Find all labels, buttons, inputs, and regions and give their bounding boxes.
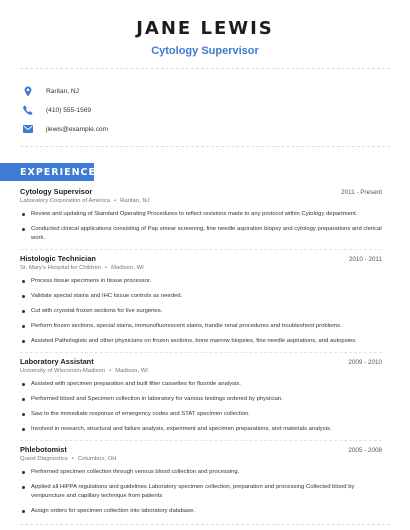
job-bullet: Conducted clinical applications consisting of Pap smear screening, fine needle aspiration biopsy and cytology preparations and clerical work. bbox=[20, 225, 382, 243]
job-header bbox=[20, 357, 382, 366]
contact-email-text: jlewis@example.com bbox=[46, 125, 109, 133]
job-entry bbox=[20, 445, 382, 516]
job-company: University of Wisconsin-Madison bbox=[20, 368, 106, 374]
job-divider bbox=[20, 440, 382, 441]
job-bullet: Performed blood and Specimen collection in laboratory for various testings ordered by physician. bbox=[20, 395, 382, 404]
job-title: Histologic Technician bbox=[20, 254, 96, 263]
job-company: Quest Diagnostics bbox=[20, 456, 68, 462]
experience-list bbox=[20, 187, 382, 522]
job-bullet: Cut with cryostat frozen sections for live surgeries. bbox=[20, 307, 382, 316]
separator-dot: • bbox=[114, 198, 117, 204]
job-bullet: Saw to the immediate response of emergency codes and STAT specimen collection. bbox=[20, 410, 382, 419]
job-title: Cytology Supervisor bbox=[20, 187, 93, 196]
job-company: Laboratory Corporation of America bbox=[20, 198, 111, 204]
job-title: Phlebotomist bbox=[20, 445, 67, 454]
separator-dot: • bbox=[71, 456, 74, 462]
job-company-line bbox=[20, 368, 382, 374]
location-pin-icon bbox=[22, 85, 34, 97]
job-bullet: Assisted with specimen preparation and built filter cassettes for fluoride analysis. bbox=[20, 380, 382, 389]
job-header bbox=[20, 187, 382, 196]
job-divider bbox=[20, 352, 382, 353]
job-bullet: Assign orders for specimen collection into laboratory database. bbox=[20, 507, 382, 516]
job-dates: 2010 - 2011 bbox=[348, 256, 382, 263]
job-dates: 2005 - 2008 bbox=[348, 447, 382, 454]
contact-phone-text: (410) 555-1569 bbox=[46, 106, 92, 114]
job-location: Madison, WI bbox=[115, 368, 148, 374]
job-bullet: Perform frozen sections, special stains, immunofluorescent stains, handle renal procedures and troubleshoot problems. bbox=[20, 322, 382, 331]
contact-list bbox=[20, 82, 390, 138]
separator-dot: • bbox=[105, 265, 108, 271]
job-bullet: Performed specimen collection through venous blood collection and processing. bbox=[20, 468, 382, 477]
job-company: St. Mary's Hospital for Children bbox=[20, 265, 102, 271]
job-location: Madison, WI bbox=[111, 265, 144, 271]
job-bullets bbox=[20, 210, 382, 243]
job-bullets bbox=[20, 380, 382, 434]
job-company-line bbox=[20, 265, 382, 271]
job-dates: 2011 - Present bbox=[341, 189, 382, 196]
footer-divider bbox=[20, 524, 390, 525]
job-header bbox=[20, 254, 382, 263]
job-location: Raritan, NJ bbox=[120, 198, 150, 204]
job-bullet: Involved in research, structural and failure analysis, experiment and specimen preparations, and materials analysis. bbox=[20, 425, 382, 434]
job-bullets bbox=[20, 277, 382, 346]
job-location: Columbus, OH bbox=[77, 456, 117, 462]
job-entry bbox=[20, 357, 382, 434]
job-header bbox=[20, 445, 382, 454]
contact-phone bbox=[20, 101, 390, 119]
candidate-name: JANE LEWIS bbox=[136, 18, 274, 39]
contacts-divider bbox=[20, 146, 390, 147]
job-bullets bbox=[20, 468, 382, 516]
contact-location-text: Raritan, NJ bbox=[46, 87, 79, 95]
job-company-line bbox=[20, 198, 382, 204]
job-company-line bbox=[20, 456, 382, 462]
resume-header bbox=[0, 18, 410, 57]
job-bullet: Applied all HIPPA regulations and guidelines Laboratory specimen collection, preparation and processing Collected blood by venipuncture and capillary technique from patients bbox=[20, 483, 382, 501]
email-icon bbox=[22, 123, 34, 135]
phone-icon bbox=[22, 104, 34, 116]
separator-dot: • bbox=[109, 368, 112, 374]
job-bullet: Assisted Pathologists and other physicians on frozen sections, bone marrow biopsies, fine needle aspirations, and autopsies. bbox=[20, 337, 382, 346]
job-title: Laboratory Assistant bbox=[20, 357, 94, 366]
job-bullet: Process tissue specimens in tissue processor. bbox=[20, 277, 382, 286]
job-entry bbox=[20, 254, 382, 346]
job-entry bbox=[20, 187, 382, 243]
section-title-experience: EXPERIENCE bbox=[0, 163, 94, 181]
job-dates: 2009 - 2010 bbox=[348, 359, 382, 366]
job-divider bbox=[20, 249, 382, 250]
job-bullet: Validate special stains and IHC tissue controls as needed. bbox=[20, 292, 382, 301]
contact-location bbox=[20, 82, 390, 100]
contact-email bbox=[20, 120, 390, 138]
header-divider bbox=[20, 68, 390, 69]
candidate-role: Cytology Supervisor bbox=[151, 45, 259, 57]
job-bullet: Review and updating of Standard Operating Procedures to reflect revisions made to any protocol within Cytology department. bbox=[20, 210, 382, 219]
